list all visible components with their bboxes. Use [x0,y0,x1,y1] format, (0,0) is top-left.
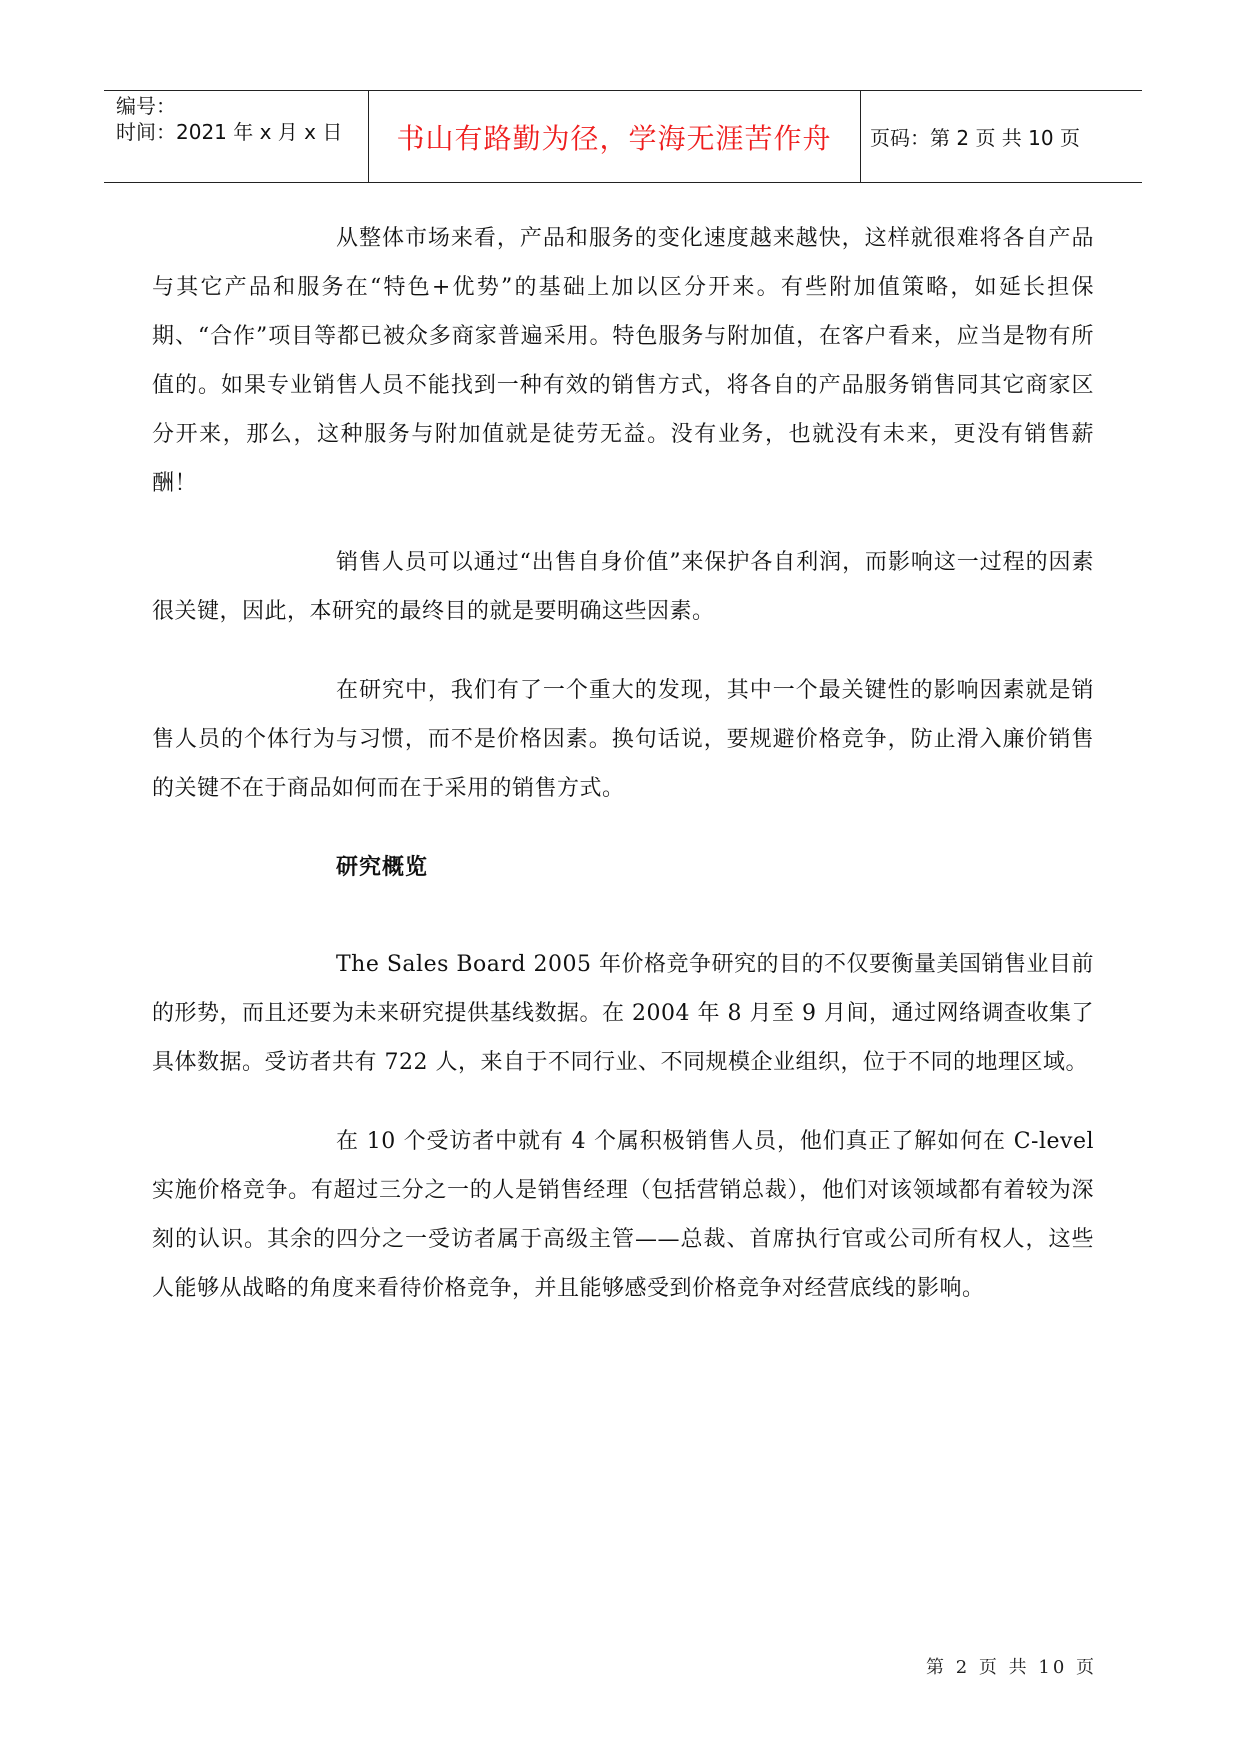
paragraph: 销售人员可以通过“出售自身价值”来保护各自利润，而影响这一过程的因素很关键，因此，本研究的最终目的就是要明确这些因素。 [152,550,1094,624]
header-motto: 书山有路勤为径，学海无涯苦作舟 [396,121,832,155]
header-page-number: 页码：第 2 页 共 10 页 [870,126,1080,150]
date-label: 时间：2021 年 x 月 x 日 [116,120,343,144]
serial-number-label: 编号： [116,94,176,118]
header-divider [368,91,369,182]
paragraph: 在研究中，我们有了一个重大的发现，其中一个最关键性的影响因素就是销售人员的个体行为与习惯，而不是价格因素。换句话说，要规避价格竞争，防止滑入廉价销售的关键不在于商品如何而在于采用的销售方式。 [152,678,1094,801]
document-body [152,214,1094,1343]
page-header [104,90,1142,183]
paragraph: 从整体市场来看，产品和服务的变化速度越来越快，这样就很难将各自产品与其它产品和服务在“特色+优势”的基础上加以区分开来。有些附加值策略，如延长担保期、“合作”项目等都已被众多商家普遍采用。特色服务与附加值，在客户看来，应当是物有所值的。如果专业销售人员不能找到一种有效的销售方式，将各自的产品服务销售同其它商家区分开来，那么，这种服务与附加值就是徒劳无益。没有业务，也就没有未来，更没有销售薪酬！ [152,226,1094,496]
header-divider [860,91,861,182]
section-heading: 研究概览 [336,855,429,880]
page-footer: 第 2 页 共 10 页 [926,1657,1097,1678]
paragraph: The Sales Board 2005 年价格竞争研究的目的不仅要衡量美国销售业目前的形势，而且还要为未来研究提供基线数据。在 2004 年 8 月至 9 月间，通过网络调查收集了具体数据。受访者共有 722 人，来自于不同行业、不同规模企业组织，位于不同的地理区域。 [152,952,1094,1075]
header-meta [116,91,366,182]
paragraph: 在 10 个受访者中就有 4 个属积极销售人员，他们真正了解如何在 C-level 实施价格竞争。有超过三分之一的人是销售经理（包括营销总裁），他们对该领域都有着较为深刻的认识。其余的四分之一受访者属于高级主管——总裁、首席执行官或公司所有权人，这些人能够从战略的角度来看待价格竞争，并且能够感受到价格竞争对经营底线的影响。 [152,1129,1094,1301]
